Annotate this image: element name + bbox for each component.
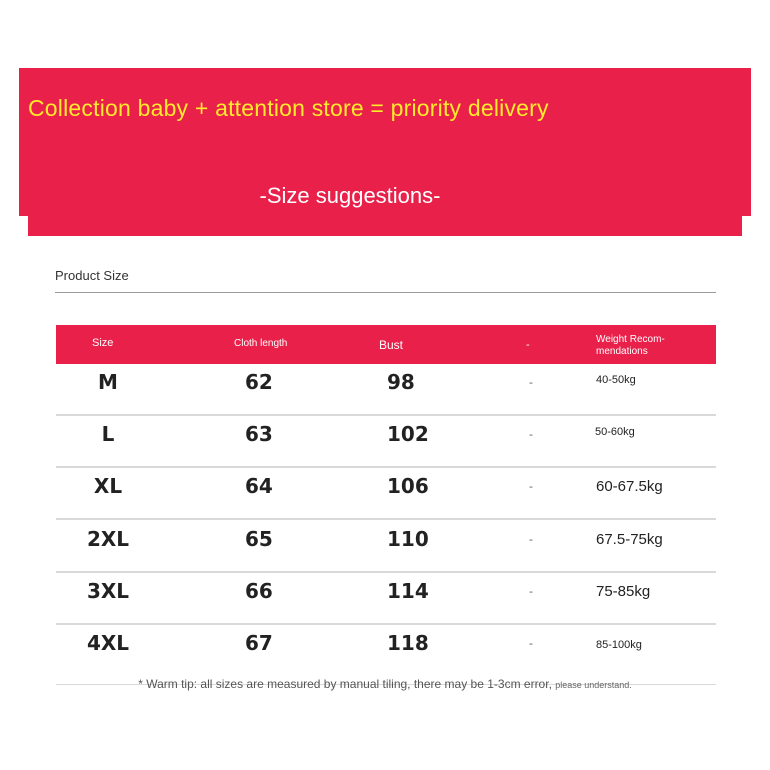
cell-weight: 67.5-75kg xyxy=(596,531,663,548)
cell-cloth-length: 66 xyxy=(245,579,273,603)
warm-tip-end: please understand. xyxy=(555,680,632,690)
table-row xyxy=(56,521,716,573)
cell-weight: 85-100kg xyxy=(596,639,642,651)
cell-cloth-length: 64 xyxy=(245,474,273,498)
cell-cloth-length: 67 xyxy=(245,631,273,655)
cell-size: 3XL xyxy=(86,579,130,603)
warm-tip-text: * Warm tip: all sizes are measured by manual tiling, there may be 1-3cm error, xyxy=(138,677,552,691)
header-weight: Weight Recom-mendations xyxy=(596,334,665,357)
promo-text: Collection baby + attention store = priority delivery xyxy=(28,95,549,121)
cell-bust: 98 xyxy=(387,370,415,394)
table-row xyxy=(56,364,716,416)
cell-blank: - xyxy=(529,585,533,598)
cell-blank: - xyxy=(529,376,533,389)
table-row xyxy=(56,416,716,468)
header-cloth-length: Cloth length xyxy=(234,338,288,349)
cell-size: M xyxy=(98,370,118,394)
cell-blank: - xyxy=(529,480,533,493)
cell-cloth-length: 65 xyxy=(245,527,273,551)
cell-weight: 40-50kg xyxy=(596,374,636,386)
cell-size: 2XL xyxy=(86,527,130,551)
cell-bust: 110 xyxy=(387,527,429,551)
cell-blank: - xyxy=(529,637,533,650)
row-divider xyxy=(56,518,716,520)
section-title: Product Size xyxy=(55,268,129,283)
cell-size: XL xyxy=(93,474,123,498)
table-row xyxy=(56,468,716,520)
cell-bust: 106 xyxy=(387,474,429,498)
header-size: Size xyxy=(92,337,114,349)
table-row xyxy=(56,573,716,625)
cell-blank: - xyxy=(529,533,533,546)
cell-cloth-length: 62 xyxy=(245,370,273,394)
cell-cloth-length: 63 xyxy=(245,422,273,446)
cell-bust: 118 xyxy=(387,631,429,655)
cell-size: 4XL xyxy=(86,631,130,655)
table-row xyxy=(56,625,716,677)
cell-weight: 75-85kg xyxy=(596,583,651,600)
table-header xyxy=(56,325,716,364)
cell-bust: 102 xyxy=(387,422,429,446)
cell-bust: 114 xyxy=(387,579,429,603)
size-suggestions-title: -Size suggestions- xyxy=(259,183,441,208)
cell-blank: - xyxy=(529,428,533,441)
cell-weight: 60-67.5kg xyxy=(596,478,663,495)
warm-tip xyxy=(0,677,770,691)
cell-size: L xyxy=(101,422,115,446)
header-blank: - xyxy=(526,339,530,351)
header-bust: Bust xyxy=(379,338,404,352)
promo-banner-foot xyxy=(28,212,742,236)
cell-weight: 50-60kg xyxy=(595,426,635,438)
section-divider xyxy=(55,292,716,293)
